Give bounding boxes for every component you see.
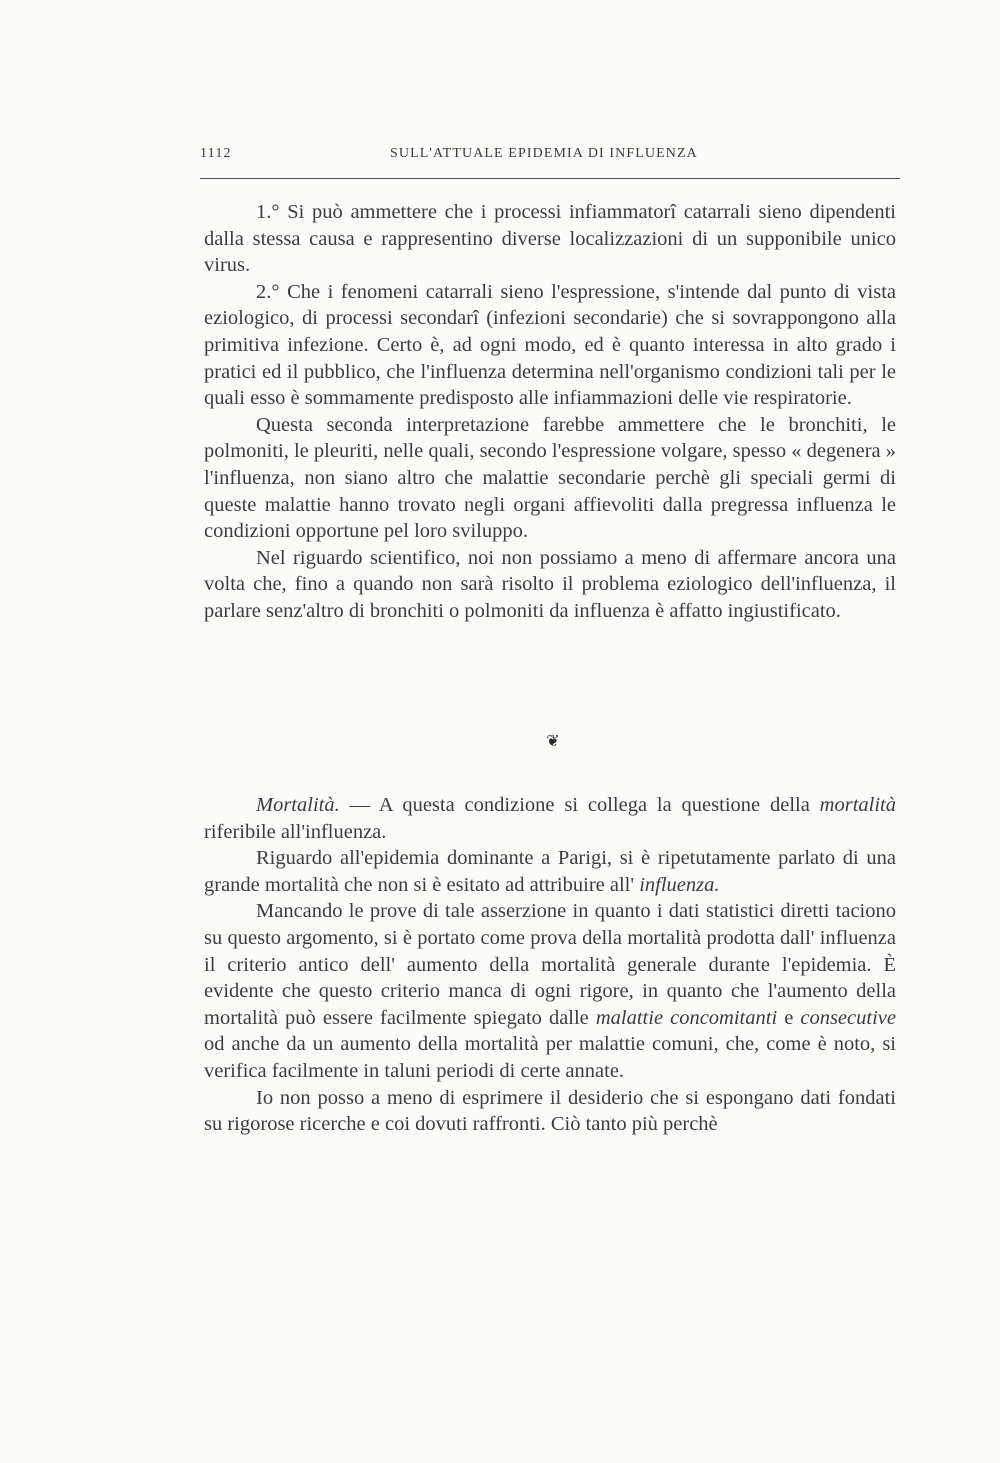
header-rule	[200, 178, 900, 179]
running-head	[200, 146, 900, 170]
paragraph-point-1: 1.° Si può ammettere che i processi infiammatorî catarrali sieno dipendenti dalla stessa causa e rappresentino diverse localizzazioni di un supponibile unico virus.	[204, 201, 896, 277]
paragraph-prove	[204, 898, 896, 1084]
paragraph-text: od anche da un aumento della mortalità per malattie comuni, che, come è noto, si verifica facilmente in taluni periodi di certe annate.	[204, 1033, 896, 1082]
paragraph-scientific: Nel riguardo scientifico, noi non possiamo a meno di affermare ancora una volta che, fino a quando non sarà risolto il problema eziologico dell'influenza, il parlare senz'altro di bronchiti o polmoniti da influenza è affatto ingiustificato.	[204, 546, 896, 622]
running-title: SULL'ATTUALE EPIDEMIA DI INFLUENZA	[390, 146, 698, 161]
paragraph-text: Mancando le prove di tale asserzione in quanto i dati statistici diretti taciono su questo argomento, si è portato come prova della mortalità prodotta dall' influenza il criterio antico dell' aumento della mortalità generale durante l'epidemia. È evidente che questo criterio manca di ogni rigore, in quanto che l'aumento della mortalità può essere facilmente spiegato dalle	[204, 900, 896, 1029]
page-number: 1112	[200, 146, 232, 161]
paragraph-point-2: 2.° Che i fenomeni catarrali sieno l'espressione, s'intende dal punto di vista eziologico, di processi secondarî (infezioni secondarie) che si sovrappongono alla primitiva infezione. Certo è, ad ogni modo, ed è quanto interessa in alto grado i pratici ed il pubblico, che l'influenza determina nell'organismo condizioni tali per le quali esso è sommamente predisposto alle infiammazioni delle vie respiratorie.	[204, 280, 896, 410]
paragraph-interpretation: Questa seconda interpretazione farebbe ammettere che le bronchiti, le polmoniti, le pleuriti, nelle quali, secondo l'espressione volgare, spesso « degenera » l'influenza, non siano altro che malattie secondarie perchè gli speciali germi di queste malattie hanno trovato negli organi affievoliti dalla pregressa influenza le condizioni opportune pel loro sviluppo.	[204, 413, 896, 543]
section-heading-mortalita: Mortalità.	[256, 794, 340, 816]
italic-term: consecutive	[800, 1006, 896, 1029]
paragraph-text: e	[777, 1006, 801, 1029]
section-ornament-icon: ❦	[546, 733, 560, 750]
text-block-upper	[204, 199, 896, 625]
paragraph-text: — A questa condizione si collega la questione della	[339, 794, 820, 816]
paragraph-parigi	[204, 845, 896, 898]
paragraph-mortalita	[204, 792, 896, 845]
paragraph-text: Riguardo all'epidemia dominante a Parigi, si è ripetutamente parlato di una grande mortalità che non si è esitato ad attribuire all'	[204, 847, 896, 896]
text-block-lower	[204, 792, 896, 1138]
italic-term: influenza.	[639, 873, 720, 896]
italic-term: mortalità	[819, 794, 896, 816]
paragraph-text: riferibile all'influenza.	[204, 820, 387, 843]
italic-term: malattie concomitanti	[595, 1006, 778, 1029]
paragraph-desiderio: Io non posso a meno di esprimere il desiderio che si espongano dati fondati su rigorose ricerche e coi dovuti raffronti. Ciò tanto più perchè	[204, 1086, 896, 1136]
